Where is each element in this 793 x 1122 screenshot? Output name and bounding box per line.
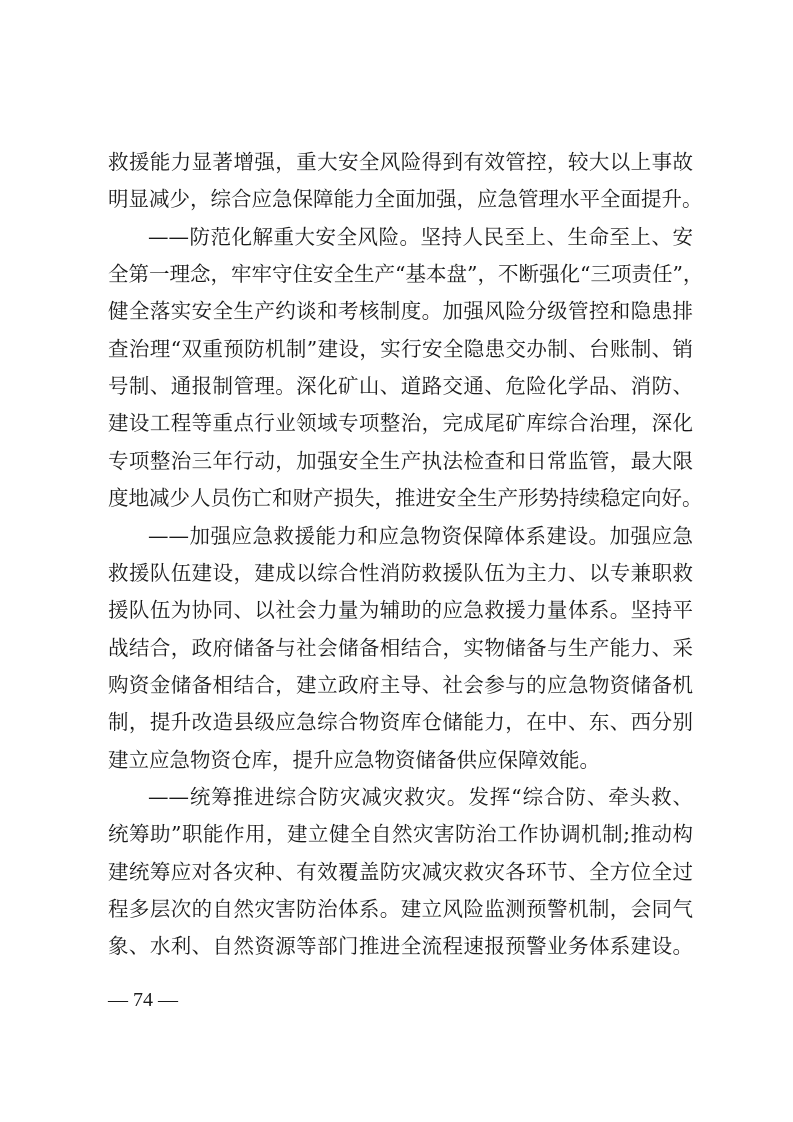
text-line-5: 健全落实安全生产约谈和考核制度。加强风险分级管控和隐患排 bbox=[108, 299, 693, 324]
text-line-1: 救援能力显著增强，重大安全风险得到有效管控，较大以上事故 bbox=[108, 150, 693, 174]
text-line-20: 建统筹应对各灾种、有效覆盖防灾减灾救灾各环节、全方位全过 bbox=[108, 859, 693, 884]
text-line-7: 号制、通报制管理。深化矿山、道路交通、危险化学品、消防、 bbox=[108, 374, 693, 399]
text-line-6: 查治理“双重预防机制”建设，实行安全隐患交办制、台账制、销 bbox=[108, 336, 693, 361]
page-number: — 74 — bbox=[108, 989, 178, 1011]
text-line-13: 援队伍为协同、以社会力量为辅助的应急救援力量体系。坚持平 bbox=[108, 598, 693, 623]
text-line-21: 程多层次的自然灾害防治体系。建立风险监测预警机制，会同气 bbox=[108, 897, 693, 921]
text-line-14: 战结合，政府储备与社会储备相结合，实物储备与生产能力、采 bbox=[108, 635, 693, 660]
text-line-2: 明显减少，综合应急保障能力全面加强，应急管理水平全面提升。 bbox=[108, 187, 703, 212]
section-heading-disaster: ——统筹推进综合防灾减灾救灾。发挥“综合防、牵头救、 bbox=[148, 784, 693, 809]
text-line-4: 全第一理念，牢牢守住安全生产“基本盘”，不断强化“三项责任”， bbox=[108, 262, 704, 287]
text-line-9: 专项整治三年行动，加强安全生产执法检查和日常监管，最大限 bbox=[108, 448, 693, 473]
text-line-15: 购资金储备相结合，建立政府主导、社会参与的应急物资储备机 bbox=[108, 672, 693, 697]
section-heading-risk: ——防范化解重大安全风险。坚持人民至上、生命至上、安 bbox=[148, 224, 693, 249]
section-heading-rescue: ——加强应急救援能力和应急物资保障体系建设。加强应急 bbox=[148, 523, 693, 548]
text-line-10: 度地减少人员伤亡和财产损失，推进安全生产形势持续稳定向好。 bbox=[108, 486, 703, 511]
text-line-16: 制，提升改造县级应急综合物资库仓储能力，在中、东、西分别 bbox=[108, 710, 693, 735]
text-line-19: 统筹助”职能作用，建立健全自然灾害防治工作协调机制;推动构 bbox=[108, 822, 693, 847]
text-line-17: 建立应急物资仓库，提升应急物资储备供应保障效能。 bbox=[108, 747, 600, 772]
text-line-22: 象、水利、自然资源等部门推进全流程速报预警业务体系建设。 bbox=[108, 934, 693, 959]
text-line-12: 救援队伍建设，建成以综合性消防救援队伍为主力、以专兼职救 bbox=[108, 560, 693, 585]
text-line-8: 建设工程等重点行业领域专项整治，完成尾矿库综合治理，深化 bbox=[108, 411, 693, 436]
